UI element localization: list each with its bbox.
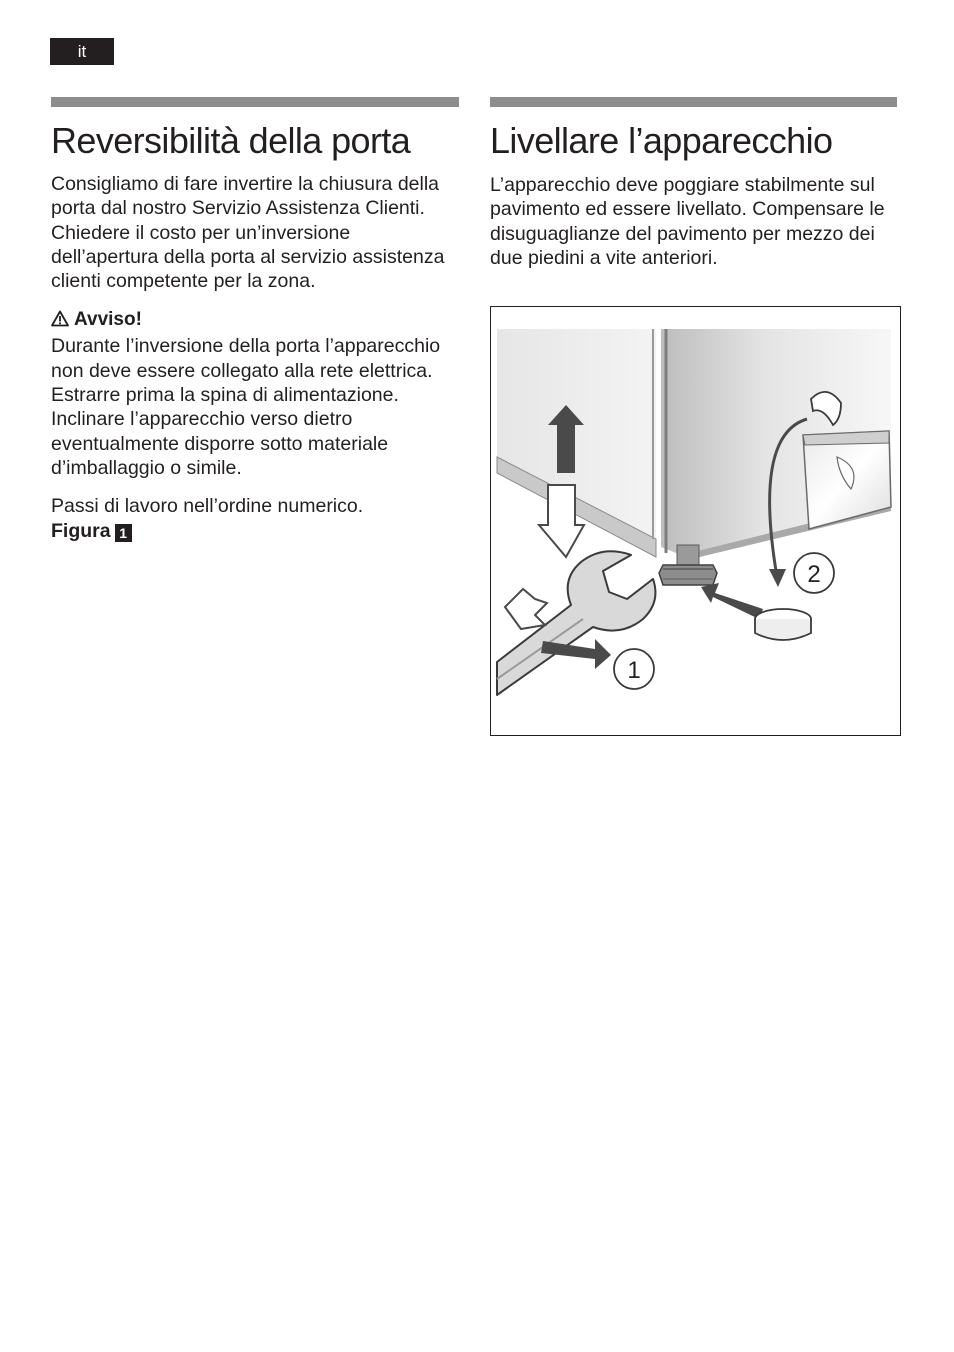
svg-text:2: 2 — [807, 561, 821, 588]
callout-2 — [794, 553, 834, 593]
figure-number-badge: 1 — [115, 524, 132, 542]
foot-cap — [755, 609, 811, 640]
callout-1 — [614, 649, 654, 689]
intro-paragraph: L’apparecchio deve poggiare stabilmente sul pavimento ed essere livellato. Compensare le disuguaglianze del pavimento per mezzo dei due piedini a vite anteriori. — [490, 174, 885, 269]
section-rule — [490, 97, 897, 107]
section-title: Livellare l’apparecchio — [490, 120, 833, 161]
intro-paragraph: Consigliamo di fare invertire la chiusura della porta dal nostro Servizio Assistenza Clienti. Chiedere il costo per un’inversione dell’apertura della porta al servizio assistenza clienti competente per la zona. — [51, 173, 445, 293]
figure-reference — [51, 519, 459, 543]
rotate-arrow-outline-icon — [505, 589, 547, 629]
parts-bag — [803, 431, 891, 529]
section-door-reversibility — [51, 97, 459, 543]
appliance-door — [497, 329, 656, 557]
section-title: Reversibilità della porta — [51, 120, 411, 161]
warning-triangle-icon — [51, 310, 69, 334]
push-arrow-icon — [701, 583, 763, 619]
warning-heading-text: Avviso! — [74, 309, 142, 331]
figure-reference-label: Figura — [51, 519, 111, 542]
language-tag: it — [50, 38, 114, 65]
levelling-illustration — [490, 306, 901, 736]
section-rule — [51, 97, 459, 107]
steps-paragraph: Passi di lavoro nell’ordine numerico. — [51, 495, 364, 518]
warning-paragraph: Durante l’inversione della porta l’apparecchio non deve essere collegato alla rete elettrica. Estrarre prima la spina di alimentazione. Inclinare l’apparecchio verso dietro eventualmente disporre sotto materiale d’imballaggio o simile. — [51, 335, 441, 479]
svg-text:1: 1 — [627, 657, 641, 684]
section-levelling — [490, 97, 897, 270]
rotate-arrow-icon — [541, 639, 611, 669]
warning-heading — [51, 308, 459, 334]
